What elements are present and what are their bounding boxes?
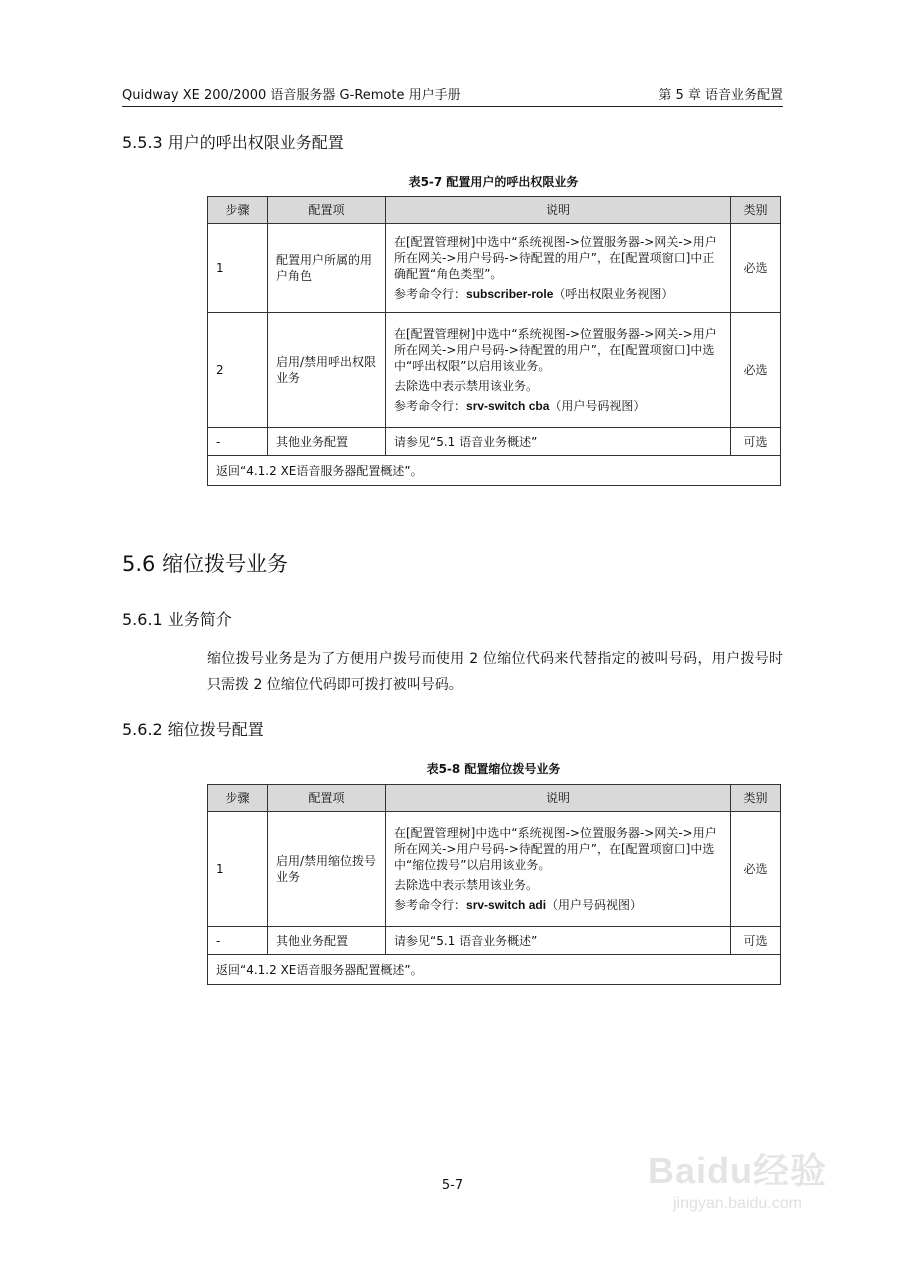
cell-desc: 请参见“5.1 语音业务概述” (386, 927, 731, 955)
section-5-6-2-title: 5.6.2 缩位拨号配置 (122, 720, 264, 739)
header-desc: 说明 (386, 785, 731, 812)
cell-type: 可选 (731, 428, 781, 456)
command-name: srv-switch adi (466, 898, 547, 912)
desc-text: 在[配置管理树]中选中“系统视图->位置服务器->网关->用户所在网关->用户号码->待配置的用户”，在[配置项窗口]中选中“缩位拨号”以启用该业务。 (394, 826, 717, 872)
table-row (208, 428, 781, 456)
ref-command: 参考命令行：srv-switch cba（用户号码视图） (394, 399, 646, 413)
ref-command: 参考命令行：srv-switch adi（用户号码视图） (394, 898, 643, 912)
table-row (208, 812, 781, 927)
header-type: 类别 (731, 785, 781, 812)
table-row (208, 927, 781, 955)
header-step: 步骤 (208, 785, 268, 812)
table-5-7 (207, 196, 781, 486)
watermark-url: jingyan.baidu.com (673, 1195, 802, 1212)
cell-desc (386, 313, 731, 428)
watermark-logo: Baidu经验 (648, 1150, 828, 1191)
cell-item: 其他业务配置 (268, 927, 386, 955)
cell-step: - (208, 428, 268, 456)
header-desc: 说明 (386, 197, 731, 224)
cell-type: 可选 (731, 927, 781, 955)
section-5-6-1-title: 5.6.1 业务简介 (122, 610, 232, 629)
header-type: 类别 (731, 197, 781, 224)
desc-text: 去除选中表示禁用该业务。 (394, 878, 539, 892)
table-header-row (208, 197, 781, 224)
table-footer-link: 返回“4.1.2 XE语音服务器配置概述”。 (208, 456, 781, 486)
cell-desc (386, 812, 731, 927)
table-5-8 (207, 784, 781, 985)
table-header-row (208, 785, 781, 812)
header-right: 第 5 章 语音业务配置 (658, 88, 783, 103)
cell-type: 必选 (731, 224, 781, 313)
cell-step: - (208, 927, 268, 955)
page-number: 5-7 (441, 1178, 464, 1193)
cell-type: 必选 (731, 313, 781, 428)
page-header (122, 88, 783, 104)
header-step: 步骤 (208, 197, 268, 224)
cell-step: 1 (208, 224, 268, 313)
ref-command: 参考命令行：subscriber-role（呼出权限业务视图） (394, 287, 674, 301)
command-name: subscriber-role (466, 287, 554, 301)
cell-item: 配置用户所属的用户角色 (268, 224, 386, 313)
desc-text: 在[配置管理树]中选中“系统视图->位置服务器->网关->用户所在网关->用户号码->待配置的用户”，在[配置项窗口]中选中“呼出权限”以启用该业务。 (394, 327, 717, 373)
desc-text: 去除选中表示禁用该业务。 (394, 379, 539, 393)
table-row (208, 313, 781, 428)
table-footer-row (208, 955, 781, 985)
header-rule (122, 106, 783, 107)
table-footer-link: 返回“4.1.2 XE语音服务器配置概述”。 (208, 955, 781, 985)
cell-item: 其他业务配置 (268, 428, 386, 456)
section-5-5-3-title: 5.5.3 用户的呼出权限业务配置 (122, 133, 344, 152)
table-row (208, 224, 781, 313)
section-5-6-title: 5.6 缩位拨号业务 (122, 552, 289, 576)
cell-step: 2 (208, 313, 268, 428)
cell-desc (386, 224, 731, 313)
header-left: Quidway XE 200/2000 语音服务器 G-Remote 用户手册 (122, 88, 461, 103)
table-footer-row (208, 456, 781, 486)
section-5-6-1-body: 缩位拨号业务是为了方便用户拨号而使用 2 位缩位代码来代替指定的被叫号码，用户拨号时只需拨 2 位缩位代码即可拨打被叫号码。 (207, 651, 783, 693)
header-item: 配置项 (268, 197, 386, 224)
cell-step: 1 (208, 812, 268, 927)
desc-text: 在[配置管理树]中选中“系统视图->位置服务器->网关->用户所在网关->用户号码->待配置的用户”，在[配置项窗口]中正确配置“角色类型”。 (394, 235, 717, 281)
cell-type: 必选 (731, 812, 781, 927)
command-name: srv-switch cba (466, 399, 550, 413)
header-item: 配置项 (268, 785, 386, 812)
cell-item: 启用/禁用呼出权限业务 (268, 313, 386, 428)
table-5-8-caption: 表5-8 配置缩位拨号业务 (426, 762, 561, 776)
table-5-7-caption: 表5-7 配置用户的呼出权限业务 (408, 175, 579, 189)
cell-item: 启用/禁用缩位拨号业务 (268, 812, 386, 927)
cell-desc: 请参见“5.1 语音业务概述” (386, 428, 731, 456)
